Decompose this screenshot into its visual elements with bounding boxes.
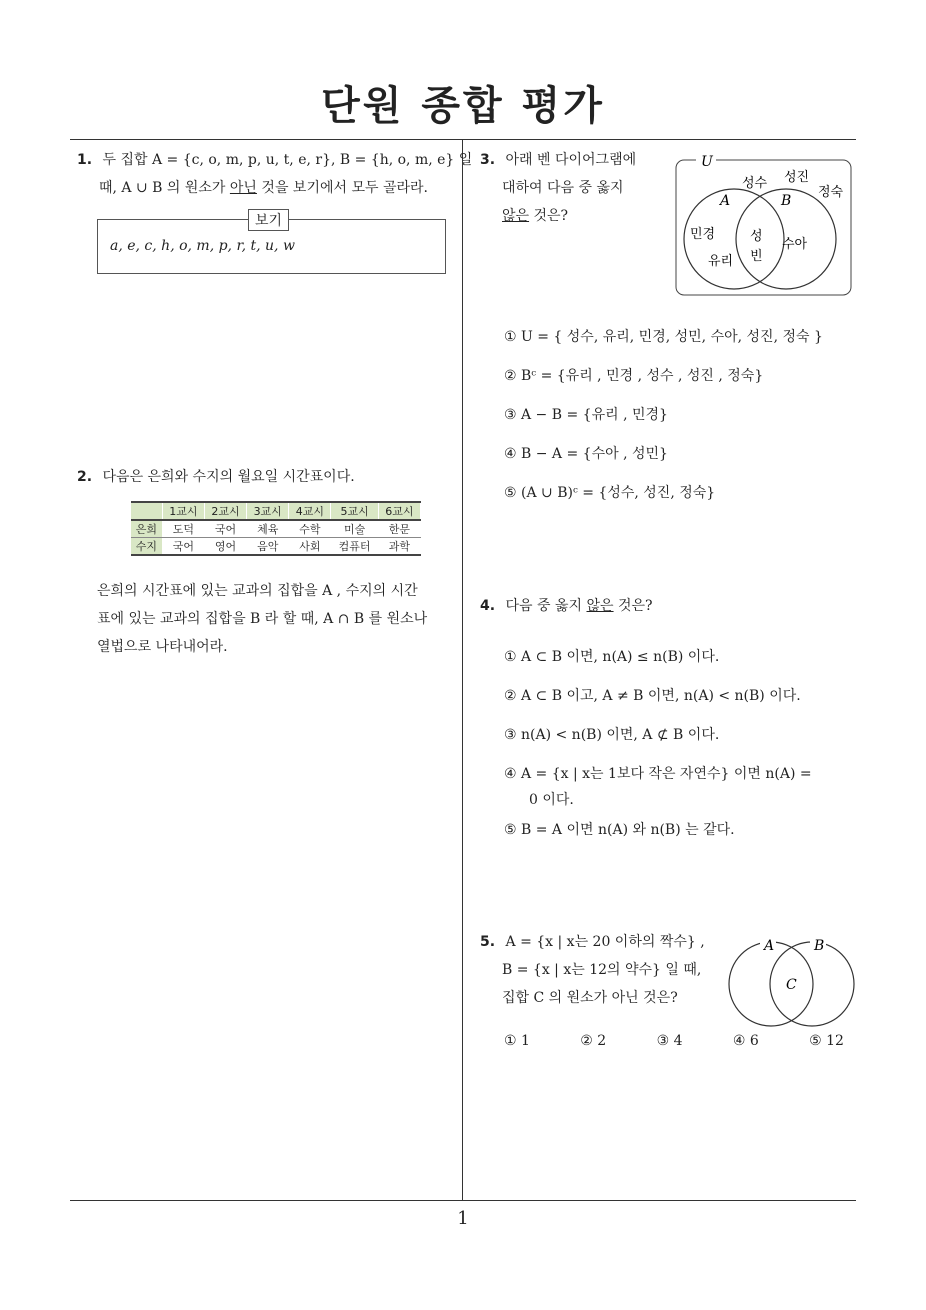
table-header-cell: 6교시: [378, 502, 420, 520]
question-text: 다음은 은희와 수지의 월요일 시간표이다.: [102, 469, 355, 485]
bottom-divider: [70, 1200, 856, 1201]
answer-option[interactable]: ① U = { 성수, 유리, 민경, 성민, 수아, 성진, 정숙 }: [504, 329, 823, 345]
answer-option[interactable]: ③ A − B = {유리 , 민경}: [504, 407, 668, 423]
table-header-cell: 4교시: [289, 502, 331, 520]
question-3: [480, 146, 636, 230]
question-text: 것은?: [529, 208, 569, 224]
answer-option[interactable]: ⑤ (A ∪ B)ᶜ = {성수, 성진, 정숙}: [504, 485, 716, 501]
row-header-cell: 수지: [131, 538, 162, 556]
table-header-cell: 3교시: [247, 502, 289, 520]
question-text: 때, A ∪ B 의 원소가: [99, 180, 230, 196]
question-number: 5.: [480, 934, 496, 950]
venn-circle-b: [770, 942, 854, 1026]
venn-element: 수아: [782, 237, 808, 252]
answer-option[interactable]: ③ n(A) < n(B) 이면, A ⊄ B 이다.: [504, 727, 720, 743]
question-text: 것은?: [613, 598, 653, 614]
table-header-cell: 2교시: [204, 502, 246, 520]
question-text: 표에 있는 교과의 집합을 B 라 할 때, A ∩ B 를 원소나: [97, 611, 428, 627]
question-text: 열법으로 나타내어라.: [97, 639, 228, 655]
venn-label-b: B: [781, 193, 792, 209]
venn-element: 성: [750, 229, 763, 244]
question-text: 아래 벤 다이어그램에: [505, 152, 637, 168]
question-2: [77, 463, 355, 491]
question-text: 다음 중 옳지: [505, 598, 587, 614]
table-cell: 국어: [162, 538, 204, 556]
table-cell: 한문: [378, 520, 420, 538]
question-number: 2.: [77, 469, 93, 485]
answer-option[interactable]: ③ 4: [656, 1033, 683, 1049]
venn-element: 빈: [750, 249, 763, 264]
question-4: [480, 592, 653, 620]
venn-label-b: B: [814, 938, 825, 954]
table-cell: 사회: [289, 538, 331, 556]
timetable: [131, 501, 421, 556]
question-5: [480, 928, 705, 1012]
bogi-box: [97, 213, 446, 274]
answer-option[interactable]: ① 1: [504, 1033, 530, 1049]
table-cell: 영어: [204, 538, 246, 556]
table-row: [131, 520, 421, 538]
underlined-word: 않은: [502, 208, 530, 224]
table-cell: 컴퓨터: [331, 538, 378, 556]
venn-circle-a: [729, 942, 813, 1026]
venn-diagram-q5: [722, 932, 862, 1030]
table-cell: [131, 502, 162, 520]
page-number: 1: [457, 1208, 469, 1229]
question-text: A = {x | x는 20 이하의 짝수} ,: [505, 934, 705, 950]
question-text: 것을 보기에서 모두 골라라.: [256, 180, 428, 196]
bogi-label: 보기: [248, 209, 289, 231]
answer-option[interactable]: ① A ⊂ B 이면, n(A) ≤ n(B) 이다.: [504, 649, 720, 665]
table-cell: 체육: [247, 520, 289, 538]
table-cell: 국어: [204, 520, 246, 538]
table-cell: 과학: [378, 538, 420, 556]
answer-option[interactable]: ⑤ 12: [809, 1033, 844, 1049]
venn-label-a: A: [720, 193, 731, 209]
venn-element: 정숙: [818, 185, 844, 200]
underlined-word: 않은: [586, 598, 614, 614]
table-cell: 음악: [247, 538, 289, 556]
question-5-options: [504, 1028, 844, 1054]
top-divider: [70, 139, 856, 140]
answer-option[interactable]: ② 2: [580, 1033, 607, 1049]
venn-element: 성수: [742, 176, 768, 191]
question-1: [77, 146, 473, 202]
venn-element: 성진: [784, 170, 810, 185]
answer-option[interactable]: ⑤ B = A 이면 n(A) 와 n(B) 는 같다.: [504, 822, 735, 838]
venn-label-a: A: [764, 938, 775, 954]
venn-label-c: C: [786, 977, 797, 993]
question-number: 3.: [480, 152, 496, 168]
question-3-options: [504, 324, 823, 519]
question-text: 집합 C 의 원소가 아닌 것은?: [502, 990, 678, 1006]
column-divider: [462, 139, 463, 1201]
bogi-content: a, e, c, h, o, m, p, r, t, u, w: [110, 238, 295, 254]
page-title: 단원 종합 평가: [321, 83, 605, 129]
table-cell: 수학: [289, 520, 331, 538]
question-text: B = {x | x는 12의 약수} 일 때,: [502, 962, 702, 978]
table-cell: 도덕: [162, 520, 204, 538]
table-cell: 미술: [331, 520, 378, 538]
question-text: 두 집합 A = {c, o, m, p, u, t, e, r}, B = {h, o, m, e} 일: [102, 152, 473, 168]
table-header-cell: 1교시: [162, 502, 204, 520]
question-2-body: [97, 577, 457, 661]
answer-option[interactable]: ④ A = {x | x는 1보다 작은 자연수} 이면 n(A) =: [504, 766, 812, 782]
question-number: 4.: [480, 598, 496, 614]
question-text: 은희의 시간표에 있는 교과의 집합을 A , 수지의 시간: [97, 583, 418, 599]
underlined-word: 아닌: [229, 180, 257, 196]
row-header-cell: 은희: [131, 520, 162, 538]
answer-option[interactable]: ② Bᶜ = {유리 , 민경 , 성수 , 성진 , 정숙}: [504, 368, 764, 384]
venn-label-u: U: [701, 154, 713, 170]
table-header-row: [131, 502, 421, 520]
answer-option[interactable]: ② A ⊂ B 이고, A ≠ B 이면, n(A) < n(B) 이다.: [504, 688, 801, 704]
answer-option[interactable]: ④ 6: [732, 1033, 759, 1049]
question-number: 1.: [77, 152, 93, 168]
question-4-options: [504, 644, 812, 843]
venn-element: 민경: [690, 227, 716, 242]
venn-diagram-q3: [674, 154, 854, 298]
question-text: 대하여 다음 중 옳지: [502, 180, 624, 196]
answer-option[interactable]: ④ B − A = {수아 , 성민}: [504, 446, 668, 462]
table-row: [131, 538, 421, 556]
table-header-cell: 5교시: [331, 502, 378, 520]
venn-element: 유리: [708, 254, 734, 269]
answer-option-continuation: 0 이다.: [529, 792, 574, 808]
